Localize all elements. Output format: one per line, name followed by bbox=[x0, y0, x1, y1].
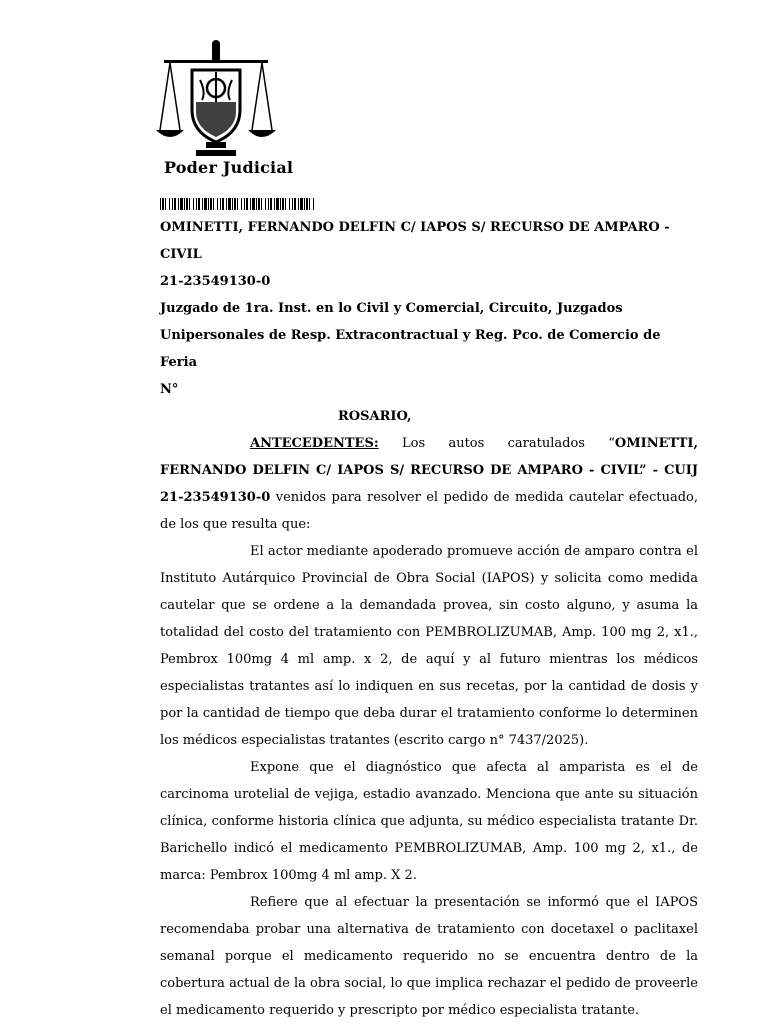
antecedentes-end: venidos para resolver el pedido de medida cautelar efectuado, de los que resulta que: bbox=[160, 490, 698, 532]
case-title: OMINETTI, FERNANDO DELFIN C/ IAPOS S/ RECURSO DE AMPARO - CIVIL bbox=[160, 220, 670, 262]
city-date: ROSARIO, bbox=[338, 409, 412, 424]
resolution-number: N° bbox=[160, 382, 179, 397]
document-content bbox=[160, 214, 698, 1024]
court-name: Juzgado de 1ra. Inst. en lo Civil y Comercial, Circuito, Juzgados Unipersonales de Resp. Extracontractual y Reg. Pco. de Comercio de Feria bbox=[160, 301, 661, 370]
justice-scales-seal-icon bbox=[156, 40, 276, 158]
case-number: 21-23549130-0 bbox=[160, 274, 271, 289]
institution-name: Poder Judicial bbox=[164, 158, 294, 177]
paragraph-2: Expone que el diagnóstico que afecta al amparista es el de carcinoma urotelial de vejiga, estadio avanzado. Menciona que ante su situación clínica, conforme historia clínica que adjunta, su médico especialista tratante Dr. Barichello indicó el medicamento PEMBROLIZUMAB, Amp. 100 mg 2, x1., de marca: Pembrox 100mg 4 ml amp. X 2. bbox=[160, 760, 698, 883]
paragraph-1: El actor mediante apoderado promueve acción de amparo contra el Instituto Autárquico Provincial de Obra Social (IAPOS) y solicita como medida cautelar que se ordene a la demandada provea, sin costo alguno, y asuma la totalidad del costo del tratamiento con PEMBROLIZUMAB, Amp. 100 mg 2, x1., Pembrox 100mg 4 ml amp. x 2, de aquí y al futuro mientras los médicos especialistas tratantes así lo indiquen en sus recetas, por la cantidad de dosis y por la cantidad de tiempo que deba durar el tratamiento conforme lo determinen los médicos especialistas tratantes (escrito cargo n° 7437/2025). bbox=[160, 544, 698, 748]
antecedentes-paragraph bbox=[160, 430, 698, 538]
paragraph-3: Refiere que al efectuar la presentación se informó que el IAPOS recomendaba probar una alternativa de tratamiento con docetaxel o paclitaxel semanal porque el medicamento requerido no se encuentra dentro de la cobertura actual de la obra social, lo que implica rechazar el pedido de proveerle el medicamento requerido y prescripto por médico especialista tratante. bbox=[160, 895, 698, 1018]
antecedentes-case-ref: OMINETTI, FERNANDO DELFIN C/ IAPOS S/ RECURSO DE AMPARO - CIVIL” - CUIJ 21-23549130-0 bbox=[160, 436, 698, 505]
barcode-icon bbox=[160, 198, 318, 210]
antecedentes-intro: Los autos caratulados “ bbox=[378, 436, 615, 451]
antecedentes-heading: ANTECEDENTES: bbox=[250, 436, 379, 451]
